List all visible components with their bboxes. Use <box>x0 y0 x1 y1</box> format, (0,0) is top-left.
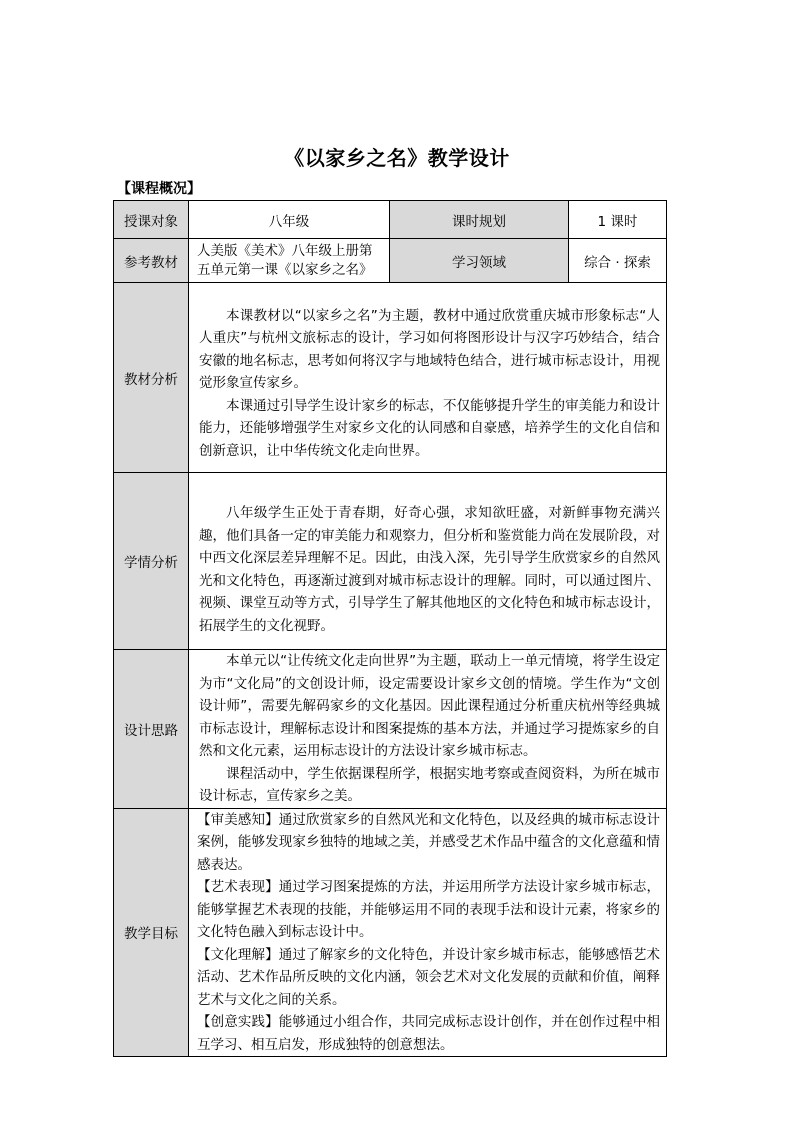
document-title: 《以家乡之名》教学设计 <box>284 146 510 170</box>
plan-value-cell: 1 课时 <box>569 201 667 239</box>
object-value-cell: 八年级 <box>189 201 390 239</box>
row-teaching-goals <box>114 808 667 1057</box>
textbook-value-cell <box>189 239 390 283</box>
textbook-line-2: 五单元第一课《以家乡之名》 <box>197 261 373 278</box>
object-label-cell: 授课对象 <box>114 201 189 239</box>
row-learner-analysis <box>114 473 667 650</box>
material-paragraph: 本课通过引导学生设计家乡的标志，不仅能够提升学生的审美能力和设计能力，还能够增强学生对家乡文化的认同感和自豪感，培养学生的文化自信和创新意识，让中华传统文化走向世界。 <box>199 397 660 459</box>
learner-analysis-label: 学情分析 <box>114 473 189 650</box>
material-paragraph: 本课教材以“以家乡之名”为主题，教材中通过欣赏重庆城市形象标志“人人重庆”与杭州文旅标志的设计，学习如何将图形设计与汉字巧妙结合，结合安徽的地名标志，思考如何将汉字与地域特色结合，进行城市标志设计，用视觉形象宣传家乡。 <box>199 307 660 392</box>
learner-paragraph: 八年级学生正处于青春期，好奇心强，求知欲旺盛，对新鲜事物充满兴趣，他们具备一定的审美能力和观察力，但分析和鉴赏能力尚在发展阶段，对中西文化深层差异理解不足。因此，由浅入深，先引导学生欣赏家乡的自然风光和文化特色，再逐渐过渡到对城市标志设计的理解。同时，可以通过图片、视频、课堂互动等方式，引导学生了解其他地区的文化特色和城市标志设计，拓展学生的文化视野。 <box>199 505 660 634</box>
domain-value-cell: 综合 · 探索 <box>569 239 667 283</box>
material-analysis-content <box>189 283 667 473</box>
domain-label-cell: 学习领域 <box>390 239 569 283</box>
design-idea-label: 设计思路 <box>114 650 189 809</box>
textbook-label-cell: 参考教材 <box>114 239 189 283</box>
design-idea-content <box>189 650 667 809</box>
design-paragraph: 本单元以“让传统文化走向世界”为主题，联动上一单元情境，将学生设定为市“文化局”的文创设计师，设定需要设计家乡文创的情境。学生作为“文创设计师”，需要先解码家乡的文化基因。因此课程通过分析重庆杭州等经典城市标志设计，理解标志设计和图案提炼的基本方法，并通过学习提炼家乡的自然和文化元素，运用标志设计的方法设计家乡城市标志。 <box>199 653 660 759</box>
row-teaching-object <box>114 201 667 239</box>
goal-item-aesthetic: 【审美感知】通过欣赏家乡的自然风光和文化特色，以及经典的城市标志设计案例，能够发现家乡独特的地域之美，并感受艺术作品中蕴含的文化意蕴和情感表达。 <box>197 811 660 873</box>
goal-item-cultural: 【文化理解】通过了解家乡的文化特色，并设计家乡城市标志，能够感悟艺术活动、艺术作品所反映的文化内涵，领会艺术对文化发展的贡献和价值，阐释艺术与文化之间的关系。 <box>197 946 660 1008</box>
teaching-goals-content <box>189 808 667 1057</box>
goal-item-artistic: 【艺术表现】通过学习图案提炼的方法，并运用所学方法设计家乡城市标志，能够掌握艺术表现的技能，并能够运用不同的表现手法和设计元素，将家乡的文化特色融入到标志设计中。 <box>197 879 660 940</box>
row-textbook <box>114 239 667 283</box>
course-overview-table <box>113 200 667 1057</box>
design-paragraph: 课程活动中，学生依据课程所学，根据实地考察或查阅资料，为所在城市设计标志，宣传家乡之美。 <box>199 765 660 804</box>
plan-label-cell: 课时规划 <box>390 201 569 239</box>
teaching-goals-label: 教学目标 <box>114 808 189 1057</box>
learner-analysis-content <box>189 473 667 650</box>
textbook-line-1: 人美版《美术》八年级上册第 <box>197 242 373 259</box>
row-material-analysis <box>114 283 667 473</box>
material-analysis-label: 教材分析 <box>114 283 189 473</box>
section-heading-overview: 【课程概况】 <box>117 181 201 197</box>
row-design-idea <box>114 650 667 809</box>
goal-item-creative: 【创意实践】能够通过小组合作，共同完成标志设计创作，并在创作过程中相互学习、相互启发，形成独特的创意想法。 <box>197 1014 660 1053</box>
